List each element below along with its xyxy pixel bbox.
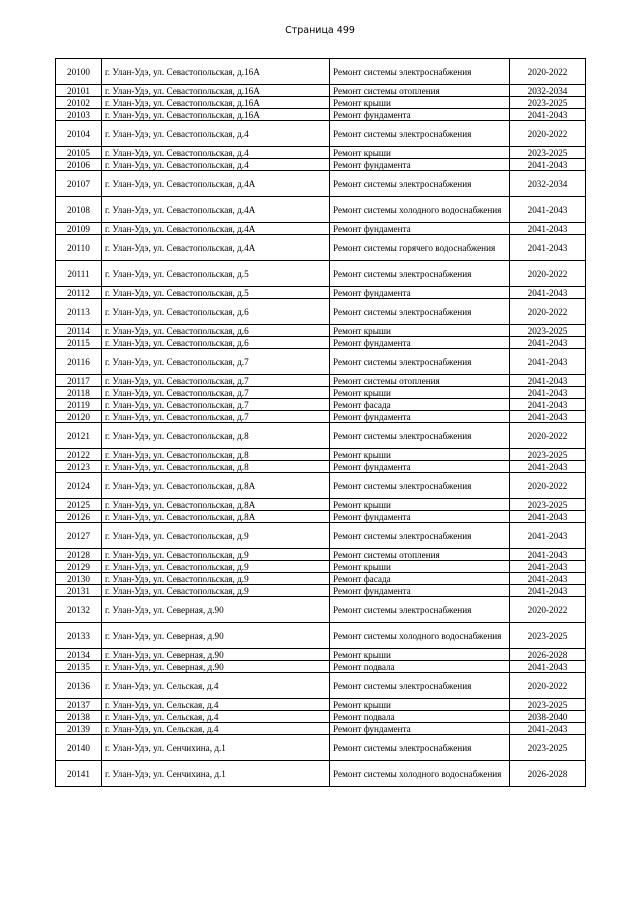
row-period-cell: 2023-2025 [510,325,586,337]
row-period-cell: 2041-2043 [510,411,586,423]
row-work-cell: Ремонт фасада [330,399,510,411]
row-work-cell: Ремонт системы отопления [330,85,510,97]
row-address-cell: г. Улан-Удэ, ул. Северная, д.90 [102,623,330,649]
row-id-cell: 20111 [56,261,102,287]
table-row [56,699,586,711]
row-period-cell: 2038-2040 [510,711,586,723]
row-work-cell: Ремонт крыши [330,649,510,661]
row-address-cell: г. Улан-Удэ, ул. Севастопольская, д.4А [102,235,330,261]
row-id-cell: 20122 [56,449,102,461]
row-address-cell: г. Улан-Удэ, ул. Севастопольская, д.6 [102,299,330,325]
row-work-cell: Ремонт крыши [330,97,510,109]
row-address-cell: г. Улан-Удэ, ул. Севастопольская, д.4 [102,121,330,147]
table-row [56,585,586,597]
row-work-cell: Ремонт системы электроснабжения [330,121,510,147]
row-period-cell: 2041-2043 [510,159,586,171]
row-id-cell: 20136 [56,673,102,699]
table-row [56,159,586,171]
table-row [56,623,586,649]
row-work-cell: Ремонт фундамента [330,337,510,349]
row-address-cell: г. Улан-Удэ, ул. Севастопольская, д.5 [102,261,330,287]
row-period-cell: 2020-2022 [510,59,586,85]
row-address-cell: г. Улан-Удэ, ул. Севастопольская, д.8А [102,499,330,511]
row-period-cell: 2032-2034 [510,85,586,97]
row-id-cell: 20116 [56,349,102,375]
row-id-cell: 20117 [56,375,102,387]
row-address-cell: г. Улан-Удэ, ул. Севастопольская, д.7 [102,387,330,399]
row-id-cell: 20113 [56,299,102,325]
row-period-cell: 2041-2043 [510,235,586,261]
row-id-cell: 20127 [56,523,102,549]
table-row [56,673,586,699]
table-row [56,337,586,349]
table-row [56,735,586,761]
row-id-cell: 20106 [56,159,102,171]
row-work-cell: Ремонт крыши [330,449,510,461]
row-period-cell: 2020-2022 [510,299,586,325]
table-row [56,299,586,325]
row-id-cell: 20108 [56,197,102,223]
table-row [56,235,586,261]
table-row [56,723,586,735]
row-address-cell: г. Улан-Удэ, ул. Севастопольская, д.6 [102,325,330,337]
table-row [56,597,586,623]
table-row [56,171,586,197]
row-id-cell: 20139 [56,723,102,735]
row-period-cell: 2041-2043 [510,461,586,473]
table-row [56,761,586,787]
row-work-cell: Ремонт системы электроснабжения [330,261,510,287]
row-work-cell: Ремонт системы отопления [330,549,510,561]
row-period-cell: 2041-2043 [510,109,586,121]
row-work-cell: Ремонт крыши [330,499,510,511]
row-work-cell: Ремонт системы отопления [330,375,510,387]
row-id-cell: 20130 [56,573,102,585]
row-period-cell: 2041-2043 [510,223,586,235]
row-address-cell: г. Улан-Удэ, ул. Севастопольская, д.9 [102,573,330,585]
row-work-cell: Ремонт фундамента [330,723,510,735]
row-address-cell: г. Улан-Удэ, ул. Севастопольская, д.8А [102,511,330,523]
row-address-cell: г. Улан-Удэ, ул. Севастопольская, д.7 [102,349,330,375]
row-address-cell: г. Улан-Удэ, ул. Севастопольская, д.9 [102,523,330,549]
row-address-cell: г. Улан-Удэ, ул. Севастопольская, д.4А [102,197,330,223]
row-period-cell: 2020-2022 [510,261,586,287]
row-address-cell: г. Улан-Удэ, ул. Северная, д.90 [102,597,330,623]
row-id-cell: 20138 [56,711,102,723]
row-period-cell: 2041-2043 [510,585,586,597]
row-address-cell: г. Улан-Удэ, ул. Севастопольская, д.16А [102,85,330,97]
row-address-cell: г. Улан-Удэ, ул. Севастопольская, д.7 [102,375,330,387]
table-row [56,461,586,473]
row-work-cell: Ремонт системы холодного водоснабжения [330,761,510,787]
row-id-cell: 20129 [56,561,102,573]
row-address-cell: г. Улан-Удэ, ул. Северная, д.90 [102,649,330,661]
row-address-cell: г. Улан-Удэ, ул. Севастопольская, д.8 [102,423,330,449]
row-period-cell: 2020-2022 [510,673,586,699]
table-row [56,349,586,375]
table-row [56,325,586,337]
row-work-cell: Ремонт системы электроснабжения [330,349,510,375]
row-work-cell: Ремонт системы холодного водоснабжения [330,623,510,649]
row-id-cell: 20120 [56,411,102,423]
table-row [56,59,586,85]
row-period-cell: 2020-2022 [510,121,586,147]
row-work-cell: Ремонт системы холодного водоснабжения [330,197,510,223]
row-address-cell: г. Улан-Удэ, ул. Севастопольская, д.16А [102,109,330,121]
row-work-cell: Ремонт системы электроснабжения [330,299,510,325]
row-period-cell: 2041-2043 [510,387,586,399]
row-work-cell: Ремонт крыши [330,325,510,337]
row-period-cell: 2041-2043 [510,197,586,223]
table-row [56,711,586,723]
row-work-cell: Ремонт системы электроснабжения [330,59,510,85]
row-id-cell: 20137 [56,699,102,711]
table-row [56,549,586,561]
row-address-cell: г. Улан-Удэ, ул. Севастопольская, д.4 [102,159,330,171]
row-address-cell: г. Улан-Удэ, ул. Севастопольская, д.16А [102,97,330,109]
table-row [56,523,586,549]
table-row [56,473,586,499]
row-period-cell: 2026-2028 [510,761,586,787]
row-period-cell: 2023-2025 [510,735,586,761]
row-period-cell: 2041-2043 [510,523,586,549]
row-id-cell: 20105 [56,147,102,159]
row-period-cell: 2032-2034 [510,171,586,197]
row-work-cell: Ремонт фундамента [330,461,510,473]
table-row [56,109,586,121]
row-work-cell: Ремонт крыши [330,699,510,711]
row-work-cell: Ремонт фундамента [330,585,510,597]
row-work-cell: Ремонт системы электроснабжения [330,597,510,623]
row-period-cell: 2020-2022 [510,597,586,623]
row-period-cell: 2026-2028 [510,649,586,661]
row-period-cell: 2041-2043 [510,549,586,561]
table-row [56,649,586,661]
row-id-cell: 20112 [56,287,102,299]
row-id-cell: 20135 [56,661,102,673]
row-work-cell: Ремонт системы электроснабжения [330,423,510,449]
row-address-cell: г. Улан-Удэ, ул. Севастопольская, д.8А [102,473,330,499]
row-address-cell: г. Улан-Удэ, ул. Сельская, д.4 [102,699,330,711]
row-period-cell: 2041-2043 [510,287,586,299]
row-period-cell: 2041-2043 [510,561,586,573]
row-id-cell: 20128 [56,549,102,561]
row-address-cell: г. Улан-Удэ, ул. Сельская, д.4 [102,673,330,699]
row-work-cell: Ремонт системы электроснабжения [330,171,510,197]
table-row [56,147,586,159]
row-work-cell: Ремонт фундамента [330,109,510,121]
row-id-cell: 20100 [56,59,102,85]
row-period-cell: 2023-2025 [510,449,586,461]
row-address-cell: г. Улан-Удэ, ул. Севастопольская, д.8 [102,461,330,473]
row-period-cell: 2023-2025 [510,97,586,109]
row-address-cell: г. Улан-Удэ, ул. Севастопольская, д.8 [102,449,330,461]
row-period-cell: 2041-2043 [510,375,586,387]
row-address-cell: г. Улан-Удэ, ул. Севастопольская, д.5 [102,287,330,299]
row-period-cell: 2023-2025 [510,623,586,649]
row-period-cell: 2041-2043 [510,337,586,349]
table-row [56,85,586,97]
row-id-cell: 20132 [56,597,102,623]
row-address-cell: г. Улан-Удэ, ул. Северная, д.90 [102,661,330,673]
table-row [56,197,586,223]
row-period-cell: 2041-2043 [510,723,586,735]
row-address-cell: г. Улан-Удэ, ул. Севастопольская, д.4А [102,171,330,197]
row-work-cell: Ремонт крыши [330,561,510,573]
row-period-cell: 2041-2043 [510,661,586,673]
row-work-cell: Ремонт фундамента [330,223,510,235]
row-period-cell: 2041-2043 [510,349,586,375]
row-period-cell: 2020-2022 [510,473,586,499]
table-row [56,121,586,147]
row-period-cell: 2041-2043 [510,573,586,585]
row-work-cell: Ремонт системы горячего водоснабжения [330,235,510,261]
table-row [56,511,586,523]
row-id-cell: 20115 [56,337,102,349]
row-id-cell: 20107 [56,171,102,197]
row-id-cell: 20103 [56,109,102,121]
row-id-cell: 20133 [56,623,102,649]
row-work-cell: Ремонт подвала [330,711,510,723]
row-address-cell: г. Улан-Удэ, ул. Сенчихина, д.1 [102,735,330,761]
table-body [56,59,586,787]
row-address-cell: г. Улан-Удэ, ул. Севастопольская, д.7 [102,399,330,411]
row-work-cell: Ремонт системы электроснабжения [330,673,510,699]
row-period-cell: 2023-2025 [510,499,586,511]
row-work-cell: Ремонт фундамента [330,159,510,171]
row-work-cell: Ремонт фундамента [330,287,510,299]
table-row [56,261,586,287]
row-period-cell: 2023-2025 [510,699,586,711]
row-work-cell: Ремонт фасада [330,573,510,585]
row-address-cell: г. Улан-Удэ, ул. Севастопольская, д.9 [102,561,330,573]
row-address-cell: г. Улан-Удэ, ул. Сенчихина, д.1 [102,761,330,787]
table-row [56,561,586,573]
row-address-cell: г. Улан-Удэ, ул. Сельская, д.4 [102,711,330,723]
row-period-cell: 2020-2022 [510,423,586,449]
row-id-cell: 20104 [56,121,102,147]
row-id-cell: 20126 [56,511,102,523]
row-id-cell: 20141 [56,761,102,787]
row-id-cell: 20102 [56,97,102,109]
row-id-cell: 20140 [56,735,102,761]
row-id-cell: 20109 [56,223,102,235]
row-work-cell: Ремонт крыши [330,387,510,399]
row-id-cell: 20134 [56,649,102,661]
row-id-cell: 20119 [56,399,102,411]
row-id-cell: 20125 [56,499,102,511]
table-row [56,375,586,387]
row-address-cell: г. Улан-Удэ, ул. Севастопольская, д.4А [102,223,330,235]
table-row [56,411,586,423]
row-id-cell: 20123 [56,461,102,473]
table-row [56,423,586,449]
row-period-cell: 2041-2043 [510,511,586,523]
row-address-cell: г. Улан-Удэ, ул. Сельская, д.4 [102,723,330,735]
repair-schedule-table [55,58,586,787]
row-period-cell: 2041-2043 [510,399,586,411]
row-work-cell: Ремонт системы электроснабжения [330,735,510,761]
row-address-cell: г. Улан-Удэ, ул. Севастопольская, д.9 [102,549,330,561]
row-address-cell: г. Улан-Удэ, ул. Севастопольская, д.6 [102,337,330,349]
row-work-cell: Ремонт системы электроснабжения [330,473,510,499]
row-period-cell: 2023-2025 [510,147,586,159]
row-id-cell: 20110 [56,235,102,261]
row-id-cell: 20121 [56,423,102,449]
table-row [56,387,586,399]
table-row [56,499,586,511]
row-work-cell: Ремонт подвала [330,661,510,673]
table-row [56,573,586,585]
row-work-cell: Ремонт системы электроснабжения [330,523,510,549]
table-row [56,449,586,461]
row-address-cell: г. Улан-Удэ, ул. Севастопольская, д.16А [102,59,330,85]
table-row [56,399,586,411]
table-row [56,661,586,673]
row-work-cell: Ремонт фундамента [330,511,510,523]
row-id-cell: 20114 [56,325,102,337]
row-id-cell: 20101 [56,85,102,97]
table-row [56,97,586,109]
row-address-cell: г. Улан-Удэ, ул. Севастопольская, д.4 [102,147,330,159]
row-address-cell: г. Улан-Удэ, ул. Севастопольская, д.7 [102,411,330,423]
row-work-cell: Ремонт крыши [330,147,510,159]
table-row [56,223,586,235]
row-work-cell: Ремонт фундамента [330,411,510,423]
row-address-cell: г. Улан-Удэ, ул. Севастопольская, д.9 [102,585,330,597]
page-number-label: Страница 499 [285,25,355,36]
table-row [56,287,586,299]
row-id-cell: 20131 [56,585,102,597]
row-id-cell: 20124 [56,473,102,499]
row-id-cell: 20118 [56,387,102,399]
